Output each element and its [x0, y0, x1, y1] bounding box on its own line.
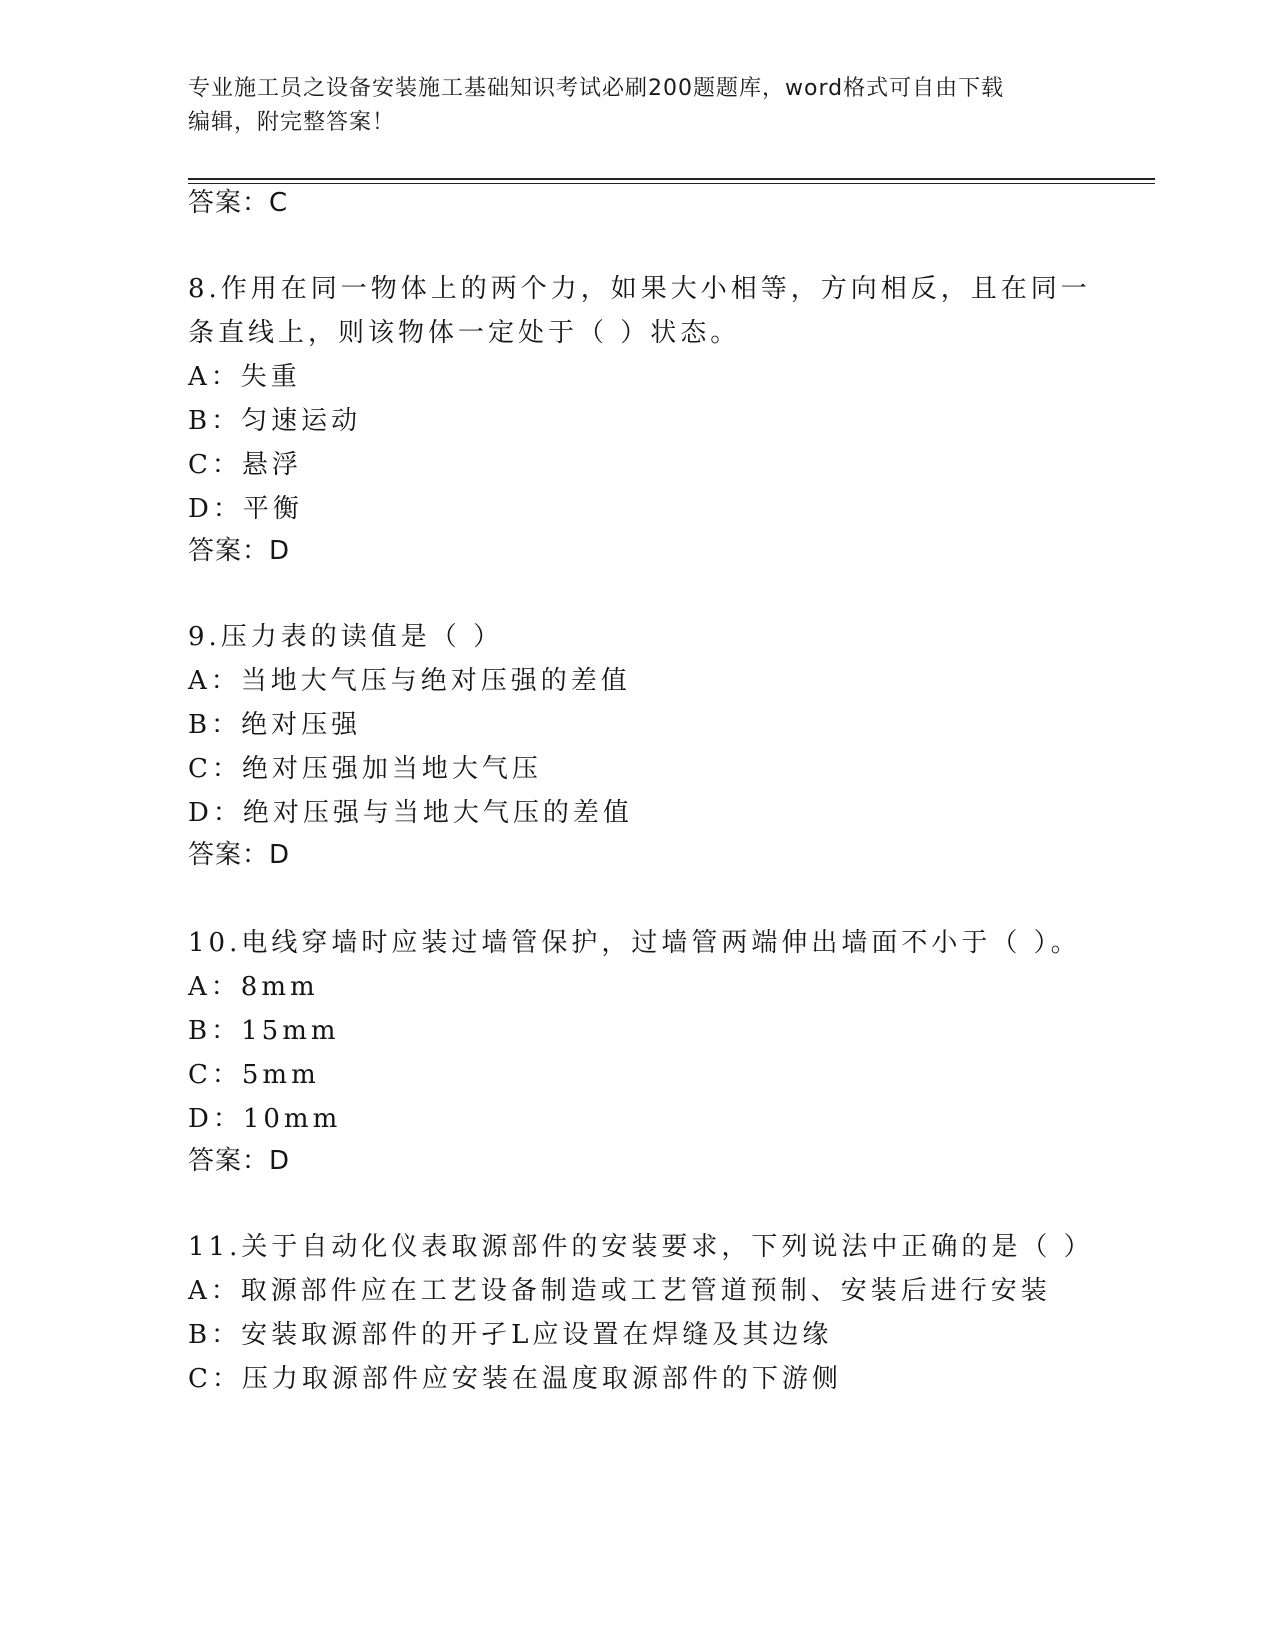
q10-option-c: C：5mm: [188, 1060, 320, 1090]
q9-stem-line-1: 9.压力表的读值是（ ）: [188, 622, 504, 652]
q8-option-b: B：匀速运动: [188, 406, 362, 436]
q9-option-c: C：绝对压强加当地大气压: [188, 754, 542, 784]
header-rule-thick: [188, 178, 1155, 180]
q11-option-b: B：安装取源部件的开孑L应设置在焊缝及其边缘: [188, 1320, 833, 1350]
q11-option-c: C：压力取源部件应安装在温度取源部件的下游侧: [188, 1364, 842, 1394]
q8-option-a: A：失重: [188, 362, 301, 392]
q8-option-c: C：悬浮: [188, 450, 302, 480]
header-line-1: 专业施工员之设备安装施工基础知识考试必刷200题题库，word格式可自由下载: [188, 76, 1005, 101]
header-line-2: 编辑，附完整答案！: [188, 110, 396, 135]
answer-prev: 答案：C: [188, 188, 289, 218]
document-header: [188, 72, 1088, 140]
q8-stem-line-2: 条直线上，则该物体一定处于（ ）状态。: [188, 318, 741, 348]
q10-stem-line-1: 10.电线穿墙时应装过墙管保护，过墙管两端伸出墙面不小于（ ）。: [188, 928, 1081, 958]
header-rule-thin: [188, 183, 1155, 184]
q11-stem-line-1: 11.关于自动化仪表取源部件的安装要求，下列说法中正确的是（ ）: [188, 1232, 1094, 1262]
q9-answer: 答案：D: [188, 840, 291, 870]
q9-option-d: D：绝对压强与当地大气压的差值: [188, 798, 633, 828]
q10-option-a: A：8mm: [188, 972, 319, 1002]
q8-stem-line-1: 8.作用在同一物体上的两个力，如果大小相等，方向相反，且在同一: [188, 274, 1091, 304]
q11-option-a: A：取源部件应在工艺设备制造或工艺管道预制、安装后进行安装: [188, 1276, 1051, 1306]
q9-option-a: A：当地大气压与绝对压强的差值: [188, 666, 631, 696]
q10-answer: 答案：D: [188, 1146, 291, 1176]
q10-option-b: B：15mm: [188, 1016, 340, 1046]
q8-answer: 答案：D: [188, 536, 291, 566]
q9-option-b: B：绝对压强: [188, 710, 362, 740]
q10-option-d: D：10mm: [188, 1104, 342, 1134]
q8-option-d: D：平衡: [188, 494, 303, 524]
